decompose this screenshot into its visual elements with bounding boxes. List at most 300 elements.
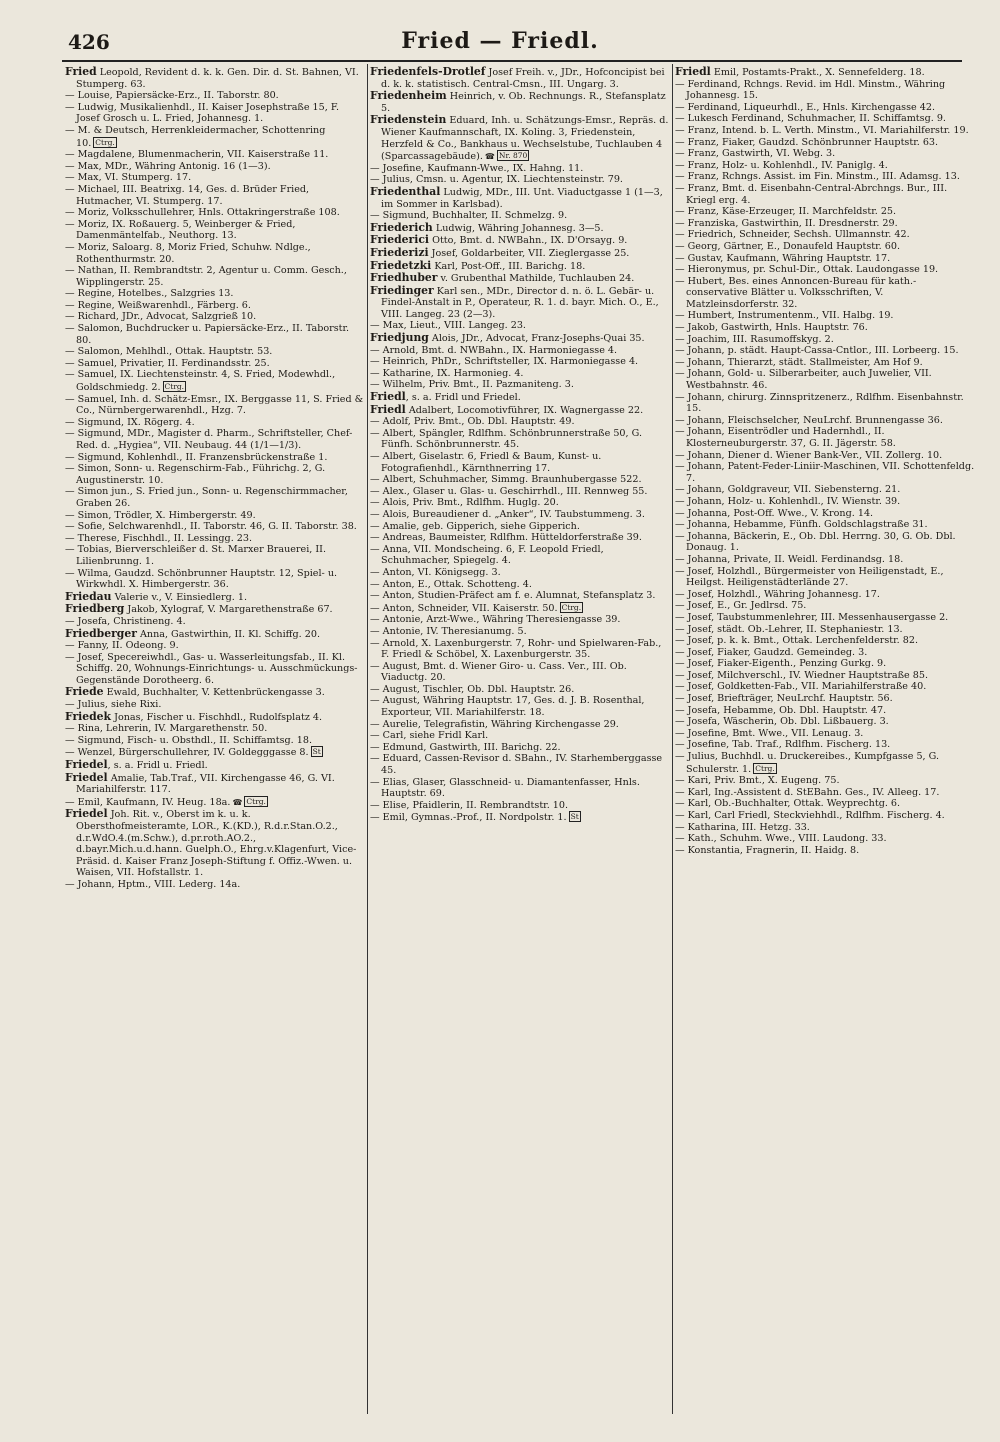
entry-text: — Kath., Schuhm. Wwe., VIII. Laudong. 33.	[675, 833, 887, 845]
entry-text: — Michael, III. Beatrixg. 14, Ges. d. Brüder Fried, Hutmacher, VI. Stumperg. 17.	[65, 183, 310, 207]
surname-heading: Friedl	[675, 66, 711, 78]
entry-text: Jonas, Fischer u. Fischhdl., Rudolfsplatz 4.	[111, 711, 323, 723]
directory-entry	[370, 66, 670, 90]
entry-text: — Max, Lieut., VIII. Langeg. 23.	[370, 320, 526, 332]
directory-entry	[370, 474, 670, 486]
entry-text: Leopold, Revident d. k. k. Gen. Dir. d. St. Bahnen, VI. Stumperg. 63.	[76, 67, 359, 90]
entry-text: Emil, Postamts-Prakt., X. Sennefelderg. 18.	[710, 67, 925, 78]
entry-text: — Moriz, Volksschullehrer, Hnls. Ottakringerstraße 108.	[65, 207, 340, 219]
entry-text: — Salomon, Buchdrucker u. Papiersäcke-Erz., II. Taborstr. 80.	[65, 323, 350, 346]
entry-text: — Katharine, IX. Harmonieg. 4.	[370, 367, 524, 379]
directory-entry	[675, 716, 975, 728]
surname-heading: Friede	[65, 685, 104, 699]
surname-heading: Friedenthal	[370, 184, 441, 198]
registry-mark: Ctrg.	[164, 382, 185, 392]
entry-text: — Alex., Glaser u. Glas- u. Geschirrhdl., III. Rennweg 55.	[370, 485, 648, 497]
entry-text: — Josefa, Hebamme, Ob. Dbl. Hauptstr. 47.	[675, 704, 887, 716]
entry-text: — Simon, Trödler, X. Himbergerstr. 49.	[65, 509, 256, 521]
entry-text: — Arnold, X. Laxenburgerstr. 7, Rohr- und Spielwaren-Fab., F. Friedl & Schöbel, X. Laxenburgerstr. 35.	[370, 637, 662, 661]
entry-text: — Josef, Briefträger, NeuLrchf. Hauptstr. 56.	[675, 693, 893, 705]
entry-text: — Salomon, Mehlhdl., Ottak. Hauptstr. 53.	[65, 346, 273, 358]
directory-entry	[65, 735, 365, 747]
directory-entry	[675, 66, 975, 79]
directory-entry	[65, 533, 365, 545]
directory-entry	[675, 461, 975, 484]
entry-text: — Franz, Bmt. d. Eisenbahn-Central-Abrchngs. Bur., III. Kriegl erg. 4.	[675, 182, 948, 206]
surname-heading: Friedl	[370, 390, 406, 404]
entry-text: — Josef, p. k. k. Bmt., Ottak. Lerchenfelderstr. 82.	[675, 635, 919, 647]
directory-entry	[675, 206, 975, 218]
column-divider	[367, 64, 368, 1414]
directory-entry	[675, 148, 975, 160]
directory-entry	[675, 102, 975, 114]
page-number: 426	[68, 30, 110, 54]
entry-text: — Johanna, Private, II. Weidl. Ferdinandsg. 18.	[675, 553, 904, 565]
directory-entry	[65, 242, 365, 265]
directory-entry	[370, 544, 670, 567]
registry-mark: Ctrg.	[561, 602, 582, 612]
directory-entry	[675, 160, 975, 172]
directory-entry	[65, 759, 365, 772]
directory-entry	[675, 450, 975, 462]
entry-text: — Lukesch Ferdinand, Schuhmacher, II. Schiffamtsg. 9.	[675, 113, 946, 125]
surname-heading: Friederici	[370, 233, 430, 247]
entry-text: — Josef, E., Gr. Jedlrsd. 75.	[675, 600, 807, 612]
entry-text: — Franz, Gastwirth, VI. Webg. 3.	[675, 148, 836, 160]
directory-entry	[675, 241, 975, 253]
directory-entry	[675, 345, 975, 357]
directory-entry	[65, 311, 365, 323]
page-header	[0, 22, 1000, 62]
entry-text: — Anton, E., Ottak. Schotteng. 4.	[370, 578, 532, 590]
surname-heading: Friedek	[65, 709, 112, 723]
entry-text: — Franz, Holz- u. Kohlenhdl., IV. Paniglg. 4.	[675, 159, 888, 171]
directory-entry	[675, 775, 975, 787]
entry-text: — Aurelie, Telegrafistin, Währing Kirchengasse 29.	[370, 718, 619, 730]
entry-text: — Kari, Priv. Bmt., X. Eugeng. 75.	[675, 775, 840, 787]
surname-heading: Fried	[65, 66, 97, 78]
entry-text: — Ferdinand, Liqueurhdl., E., Hnls. Kirchengasse 42.	[675, 101, 936, 113]
directory-entry	[675, 798, 975, 810]
entry-text: — Johann, Hptm., VIII. Lederg. 14a.	[65, 878, 241, 890]
entry-text: Adalbert, Locomotivführer, IX. Wagnergasse 22.	[405, 404, 644, 416]
entry-text: — Karl, Carl Friedl, Steckviehhdl., Rdlfhm. Fischerg. 4.	[675, 810, 945, 821]
directory-entry	[675, 810, 975, 822]
directory-entry	[675, 681, 975, 693]
entry-text: — Nathan, II. Rembrandtstr. 2, Agentur u. Comm. Gesch., Wipplingerstr. 25.	[65, 265, 347, 288]
entry-text: — Gustav, Kaufmann, Währing Hauptstr. 17.	[675, 252, 891, 264]
directory-entry	[370, 695, 670, 718]
directory-entry	[65, 346, 365, 358]
surname-heading: Friedetzki	[370, 258, 432, 272]
surname-heading: Friedberger	[65, 626, 137, 640]
entry-text: — Konstantia, Fragnerin, II. Haidg. 8.	[675, 844, 860, 856]
directory-entry	[65, 879, 365, 891]
entry-text: — Louise, Papiersäcke-Erz., II. Taborstr. 80.	[65, 90, 279, 102]
entry-text: , s. a. Fridl u. Friedl.	[107, 760, 208, 772]
entry-text: — Johann, Gold- u. Silberarbeiter, auch Juwelier, VII. Westbahnstr. 46.	[675, 368, 932, 392]
directory-entry	[675, 229, 975, 241]
entry-text: — Moriz, IX. Roßauerg. 5, Weinberger & Fried, Damenmäntelfab., Neuthorg. 13.	[65, 218, 296, 242]
directory-entry	[675, 531, 975, 554]
entry-text: — Josef, Fiaker-Eigenth., Penzing Gurkg. 9.	[675, 658, 887, 670]
entry-text: — Rina, Lehrerin, IV. Margarethenstr. 50.	[65, 723, 268, 735]
entry-text: — Josefine, Bmt. Wwe., VII. Lenaug. 3.	[675, 727, 864, 739]
directory-entry	[65, 628, 365, 641]
entry-text: — Johann, Thierarzt, städt. Stallmeister, Am Hof 9.	[675, 356, 923, 368]
directory-entry	[65, 172, 365, 184]
directory-entry	[65, 746, 365, 759]
entry-text: Anna, Gastwirthin, II. Kl. Schiffg. 20.	[136, 628, 320, 640]
entry-text: — Johanna, Bäckerin, E., Ob. Dbl. Herrng. 30, G. Ob. Dbl. Donaug. 1.	[675, 530, 956, 554]
entry-text: — Julius, siehe Rixi.	[65, 699, 162, 711]
entry-text: — Wenzel, Bürgerschullehrer, IV. Goldegggasse 8.	[65, 747, 309, 759]
entry-text: Valerie v., V. Einsiedlerg. 1.	[111, 591, 248, 603]
directory-entry	[675, 253, 975, 265]
entry-text: — Emil, Kaufmann, IV. Heug. 18a. ☎	[65, 797, 242, 808]
entry-text: — Sigmund, IX. Rögerg. 4.	[65, 416, 195, 428]
directory-entry	[370, 486, 670, 498]
entry-text: — Elias, Glaser, Glasschneid- u. Diamantenfasser, Hnls. Hauptstr. 69.	[370, 776, 640, 800]
entry-text: — Max, MDr., Währing Antonig. 16 (1—3).	[65, 160, 271, 172]
directory-entry	[675, 218, 975, 230]
directory-entry	[675, 635, 975, 647]
entry-text: — Simon, Sonn- u. Regenschirm-Fab., Führichg. 2, G. Augustinerstr. 10.	[65, 463, 326, 486]
entry-text: — Josefine, Tab. Traf., Rdlfhm. Fischerg. 13.	[675, 739, 891, 751]
entry-text: — Johann, p. städt. Haupt-Cassa-Cntlor., III. Lorbeerg. 15.	[675, 345, 959, 357]
surname-heading: Friedenfels-Drotlef	[370, 66, 486, 78]
directory-entry	[675, 554, 975, 566]
surname-heading: Friedel	[65, 807, 108, 821]
entry-text: — Johann, Holz- u. Kohlenhdl., IV. Wienstr. 39.	[675, 495, 901, 507]
directory-entry	[370, 811, 670, 824]
entry-text: — Johanna, Hebamme, Fünfh. Goldschlagstraße 31.	[675, 519, 928, 531]
entry-text: v. Grubenthal Mathilde, Tuchlauben 24.	[437, 273, 635, 285]
entry-text: Ewald, Buchhalter, V. Kettenbrückengasse 3.	[103, 687, 325, 699]
directory-entry	[370, 356, 670, 368]
entry-text: — Fanny, II. Odeong. 9.	[65, 640, 179, 652]
header-rule	[62, 60, 962, 62]
entry-text: — Friedrich, Schneider, Sechsh. Ullmannstr. 42.	[675, 229, 910, 241]
entry-text: — Franz, Rchngs. Assist. im Fin. Minstm., III. Adamsg. 13.	[675, 171, 960, 183]
directory-entry	[65, 808, 365, 879]
entry-text: — Humbert, Instrumentenm., VII. Halbg. 19.	[675, 310, 894, 322]
entry-text: — Josefine, Kaufmann-Wwe., IX. Hahng. 11.	[370, 162, 584, 174]
directory-entry	[370, 509, 670, 521]
entry-text: — Anton, Studien-Präfect am f. e. Alumnat, Stefansplatz 3.	[370, 590, 656, 602]
entry-text: — Hieronymus, pr. Schul-Dir., Ottak. Laudongasse 19.	[675, 264, 939, 276]
entry-text: Karl, Post-Off., III. Barichg. 18.	[431, 260, 586, 272]
entry-text: — Julius, Buchhdl. u. Druckereibes., Kumpfgasse 5, G. Schulerstr. 1.	[675, 751, 940, 775]
entry-text: — Ferdinand, Rchngs. Revid. im Hdl. Minstm., Währing Johannesg. 15.	[675, 78, 946, 102]
entry-text: — August, Bmt. d. Wiener Giro- u. Cass. Ver., III. Ob. Viaductg. 20.	[370, 660, 627, 684]
directory-entry	[675, 612, 975, 624]
directory-entry	[675, 496, 975, 508]
directory-entry	[65, 323, 365, 346]
entry-text: — Josef, Specereiwhdl., Gas- u. Wasserleitungsfab., II. Kl. Schiffg. 20, Wohnungs-Einrichtungs- u. Ausschmückungs-Gegenstände Dorotheerg. 6.	[65, 651, 358, 686]
directory-entry	[65, 723, 365, 735]
entry-text: — Julius, Cmsn. u. Agentur, IX. Liechtensteinstr. 79.	[370, 174, 623, 186]
directory-entry	[65, 149, 365, 161]
entry-text: — Sigmund, MDr., Magister d. Pharm., Schriftsteller, Chef-Red. d. „Hygiea“, VII. Neubaug. 44 (1/1—1/3).	[65, 428, 353, 451]
directory-column-3	[675, 66, 975, 1411]
directory-entry	[675, 276, 975, 311]
directory-entry	[370, 391, 670, 404]
directory-entry	[675, 310, 975, 322]
entry-text: Josef Freih. v., JDr., Hofconcipist bei d. k. k. statistisch. Central-Cmsn., III. Ungarg. 3.	[381, 67, 665, 90]
entry-text: — Josef, Holzhdl., Währing Johannesg. 17.	[675, 588, 880, 600]
surname-heading: Friederizi	[370, 245, 429, 259]
entry-text: — August, Tischler, Ob. Dbl. Hauptstr. 26.	[370, 683, 575, 695]
directory-entry	[65, 711, 365, 724]
directory-column-1	[65, 66, 365, 1411]
entry-text: — Johanna, Post-Off. Wwe., V. Krong. 14.	[675, 507, 874, 519]
entry-text: — Johann, chirurg. Zinnspritzenerz., Rdlfhm. Eisenbahnstr. 15.	[675, 391, 964, 415]
directory-entry	[675, 125, 975, 137]
directory-entry	[370, 521, 670, 533]
directory-entry	[65, 603, 365, 616]
surname-heading: Friedl	[370, 402, 406, 416]
directory-entry	[370, 800, 670, 812]
directory-entry	[370, 497, 670, 509]
entry-text: — Tobias, Bierverschleißer d. St. Marxer Brauerei, II. Lilienbrunng. 1.	[65, 544, 326, 567]
entry-text: — Wilhelm, Priv. Bmt., II. Pazmaniteng. 3.	[370, 379, 574, 391]
directory-entry	[65, 102, 365, 125]
entry-text: — Sigmund, Fisch- u. Obsthdl., II. Schiffamtsg. 18.	[65, 734, 312, 746]
directory-entry	[65, 358, 365, 370]
entry-text: — Samuel, Inh. d. Schätz-Emsr., IX. Berggasse 11, S. Fried & Co., Nürnbergerwarenhdl., Hzg. 7.	[65, 393, 364, 417]
entry-text: — Jakob, Gastwirth, Hnls. Hauptstr. 76.	[675, 322, 868, 334]
entry-text: — Sigmund, Buchhalter, II. Schmelzg. 9.	[370, 210, 568, 222]
entry-text: Ludwig, Währing Johannesg. 3—5.	[432, 222, 604, 234]
directory-entry	[370, 404, 670, 417]
directory-entry	[675, 334, 975, 346]
entry-text: — Georg, Gärtner, E., Donaufeld Hauptstr. 60.	[675, 240, 901, 252]
entry-text: — Simon jun., S. Fried jun., Sonn- u. Regenschirmmacher, Graben 26.	[65, 486, 348, 509]
entry-text: — Josefa, Wäscherin, Ob. Dbl. Lißbauerg. 3.	[675, 716, 889, 728]
directory-entry	[65, 66, 365, 90]
entry-text: — Johann, Eisentrödler und Hadernhdl., II. Klosterneuburgerstr. 37, G. II. Jägerstr. 58.	[675, 426, 896, 449]
directory-entry	[65, 394, 365, 417]
entry-text: — Alois, Priv. Bmt., Rdlfhm. Huglg. 20.	[370, 497, 559, 509]
registry-mark: Ctrg.	[246, 796, 266, 806]
entry-text: — Josef, Holzhdl., Bürgermeister von Heiligenstadt, E., Heilgst. Heiligenstädterlände 27.	[675, 565, 944, 589]
directory-entry	[675, 822, 975, 834]
running-title: Fried — Friedl.	[401, 28, 599, 54]
directory-entry	[675, 647, 975, 659]
directory-entry	[675, 833, 975, 845]
directory-entry	[675, 624, 975, 636]
entry-text: Amalie, Tab.Traf., VII. Kirchengasse 46, G. VI. Mariahilferstr. 117.	[76, 772, 335, 796]
directory-entry	[65, 652, 365, 687]
entry-text: Heinrich, v. Ob. Rechnungs. R., Stefansplatz 5.	[381, 91, 666, 114]
directory-entry	[675, 137, 975, 149]
surname-heading: Friedjung	[370, 331, 429, 345]
directory-entry	[675, 670, 975, 682]
entry-text: — Antonie, Arzt-Wwe., Währing Theresiengasse 39.	[370, 614, 621, 626]
directory-entry	[675, 600, 975, 612]
directory-entry	[65, 184, 365, 207]
directory-entry	[675, 171, 975, 183]
entry-text: — Josefa, Christineng. 4.	[65, 615, 186, 627]
directory-entry	[370, 345, 670, 357]
directory-entry	[675, 322, 975, 334]
entry-text: — Karl, Ing.-Assistent d. StEBahn. Ges., IV. Alleeg. 17.	[675, 786, 940, 798]
directory-entry	[65, 207, 365, 219]
surname-heading: Friedel	[65, 770, 108, 784]
entry-text: — Joachim, III. Rasumoffskyg. 2.	[675, 333, 834, 345]
directory-entry	[370, 730, 670, 742]
entry-text: — Johann, Patent-Feder-Liniir-Maschinen, VII. Schottenfeldg. 7.	[675, 461, 975, 484]
directory-entry	[370, 684, 670, 696]
entry-text: — Anna, VII. Mondscheing. 6, F. Leopold Friedl, Schuhmacher, Spiegelg. 4.	[370, 543, 604, 567]
directory-entry	[370, 90, 670, 114]
entry-text: — August, Währing Hauptstr. 17, Ges. d. J. B. Rosenthal, Exporteur, VII. Mariahilferstr. 18.	[370, 695, 645, 719]
directory-entry	[370, 114, 670, 162]
surname-heading: Friedel	[65, 758, 108, 772]
entry-text: — M. & Deutsch, Herrenkleidermacher, Schottenring 10.	[65, 124, 326, 149]
directory-entry	[65, 796, 365, 809]
entry-text: — Josef, Taubstummenlehrer, III. Messenhausergasse 2.	[675, 611, 949, 623]
directory-entry	[675, 728, 975, 740]
directory-entry	[675, 357, 975, 369]
entry-text: — Eduard, Cassen-Revisor d. SBahn., IV. Starhemberggasse 45.	[370, 753, 663, 777]
directory-entry	[65, 486, 365, 509]
directory-entry	[370, 602, 670, 615]
entry-text: — Adolf, Priv. Bmt., Ob. Dbl. Hauptstr. 49.	[370, 416, 575, 428]
directory-entry	[675, 113, 975, 125]
directory-entry	[675, 739, 975, 751]
entry-text: Otto, Bmt. d. NWBahn., IX. D'Orsayg. 9.	[429, 235, 628, 247]
directory-entry	[370, 777, 670, 800]
entry-text: — Johann, Goldgraveur, VII. Siebensterng. 21.	[675, 484, 901, 496]
directory-entry	[675, 658, 975, 670]
directory-entry	[370, 428, 670, 451]
directory-entry	[65, 521, 365, 533]
directory-entry	[65, 428, 365, 451]
surname-heading: Friedberg	[65, 602, 125, 616]
entry-text: Alois, JDr., Advocat, Franz-Josephs-Quai 35.	[428, 333, 645, 345]
directory-entry	[675, 508, 975, 520]
entry-text: — Antonie, IV. Theresianumg. 5.	[370, 625, 527, 637]
directory-entry	[370, 186, 670, 210]
entry-text: — Edmund, Gastwirth, III. Barichg. 22.	[370, 741, 561, 753]
entry-text: — Katharina, III. Hetzg. 33.	[675, 821, 810, 833]
directory-entry	[675, 705, 975, 717]
directory-entry	[65, 161, 365, 173]
entry-text: — Alois, Bureaudiener d. „Anker“, IV. Taubstummeng. 3.	[370, 508, 645, 520]
directory-entry	[370, 163, 670, 175]
directory-entry	[65, 452, 365, 464]
directory-entry	[675, 566, 975, 589]
directory-entry	[65, 463, 365, 486]
directory-entry	[65, 300, 365, 312]
surname-heading: Friedhuber	[370, 271, 438, 285]
registry-mark: Nr. 870	[498, 151, 528, 161]
entry-text: — Franziska, Gastwirthin, II. Dresdnerstr. 29.	[675, 217, 898, 229]
entry-text: — Josef, Milchverschl., IV. Wiedner Hauptstraße 85.	[675, 669, 929, 681]
registry-mark: St	[570, 812, 579, 822]
entry-text: — Arnold, Bmt. d. NWBahn., IX. Harmoniegasse 4.	[370, 344, 618, 356]
directory-entry	[65, 568, 365, 591]
directory-entry	[65, 417, 365, 429]
entry-text: Jakob, Xylograf, V. Margarethenstraße 67.	[124, 604, 333, 616]
registry-mark: St	[312, 747, 321, 757]
column-divider	[672, 64, 673, 1414]
entry-text: — Samuel, IX. Liechtensteinstr. 4, S. Fried, Modewhdl., Goldschmiedg. 2.	[65, 369, 336, 394]
directory-column-2	[370, 66, 670, 1411]
entry-text: — Sofie, Selchwarenhdl., II. Taborstr. 46, G. II. Taborstr. 38.	[65, 521, 357, 533]
entry-text: — Regine, Weißwarenhdl., Färberg. 6.	[65, 299, 251, 311]
directory-entry	[370, 638, 670, 661]
entry-text: — Richard, JDr., Advocat, Salzgrieß 10.	[65, 311, 257, 323]
surname-heading: Friedenstein	[370, 113, 447, 127]
entry-text: — Albert, Schuhmacher, Simmg. Braunhubergasse 522.	[370, 474, 642, 486]
directory-entry	[370, 532, 670, 544]
entry-text: — Heinrich, PhDr., Schriftsteller, IX. Harmoniegasse 4.	[370, 356, 639, 368]
directory-entry	[370, 368, 670, 380]
directory-entry	[675, 415, 975, 427]
directory-entry	[370, 379, 670, 391]
directory-entry	[65, 686, 365, 699]
entry-text: — Amalie, geb. Gipperich, siehe Gipperich.	[370, 520, 580, 532]
entry-text: — Franz, Fiaker, Gaudzd. Schönbrunner Hauptstr. 63.	[675, 136, 939, 148]
directory-entry	[65, 640, 365, 652]
directory-entry	[65, 288, 365, 300]
directory-entry	[675, 787, 975, 799]
directory-entry	[370, 332, 670, 345]
entry-text: — Moriz, Saloarg. 8, Moriz Fried, Schuhw. Ndlge., Rothenthurmstr. 20.	[65, 241, 311, 265]
directory-entry	[675, 693, 975, 705]
registry-mark: Ctrg.	[755, 763, 775, 773]
entry-text: — Regine, Hotelbes., Salzgries 13.	[65, 288, 234, 300]
directory-entry	[65, 369, 365, 393]
entry-text: — Sigmund, Kohlenhdl., II. Franzensbrückenstraße 1.	[65, 451, 328, 463]
surname-heading: Friederich	[370, 220, 433, 234]
surname-heading: Friedenheim	[370, 89, 447, 103]
entry-text: , s. a. Fridl und Friedel.	[405, 392, 521, 404]
directory-entry	[675, 79, 975, 102]
entry-text: — Josef, Fiaker, Gaudzd. Gemeindeg. 3.	[675, 646, 868, 658]
entry-text: — Elise, Pfaidlerin, II. Rembrandtstr. 10.	[370, 799, 569, 811]
entry-text: — Anton, VI. Königsegg. 3.	[370, 566, 501, 578]
entry-text: — Emil, Gymnas.-Prof., II. Nordpolstr. 1.	[370, 812, 567, 824]
directory-entry	[65, 544, 365, 567]
entry-text: — Josef, städt. Ob.-Lehrer, II. Stephaniestr. 13.	[675, 623, 903, 635]
entry-text: — Johann, Diener d. Wiener Bank-Ver., VII. Zollerg. 10.	[675, 449, 943, 461]
directory-entry	[675, 426, 975, 449]
entry-text: — Anton, Schneider, VII. Kaiserstr. 50.	[370, 602, 558, 614]
entry-text: — Wilma, Gaudzd. Schönbrunner Hauptstr. 12, Spiel- u. Wirkwhdl. X. Himbergerstr. 36.	[65, 567, 338, 591]
entry-text: Eduard, Inh. u. Schätzungs-Emsr., Repräs. d. Wiener Kaufmannschaft, IX. Koling. 3, Friedenstein, Herzfeld & Co., Bankhaus u. Wechselstube, Tuchlauben 4 (Sparcassagebäude). ☎	[381, 115, 668, 162]
entry-text: — Carl, siehe Fridl Karl.	[370, 730, 489, 742]
entry-text: — Magdalene, Blumenmacherin, VII. Kaiserstraße 11.	[65, 149, 329, 161]
entry-text: — Josef, Goldketten-Fab., VII. Mariahilferstraße 40.	[675, 681, 927, 693]
directory-entry	[675, 183, 975, 206]
entry-text: Ludwig, MDr., III. Unt. Viaductgasse 1 (1—3, im Sommer in Karlsbad).	[381, 186, 663, 210]
directory-entry	[675, 589, 975, 601]
entry-text: — Franz, Käse-Erzeuger, II. Marchfeldstr. 25.	[675, 206, 897, 218]
directory-entry	[675, 368, 975, 391]
directory-entry	[65, 510, 365, 522]
directory-entry	[370, 614, 670, 626]
directory-entry	[370, 626, 670, 638]
directory-entry	[370, 416, 670, 428]
directory-entry	[370, 590, 670, 602]
entry-text: — Johann, Fleischselcher, NeuLrchf. Brunnengasse 36.	[675, 414, 943, 426]
entry-text: — Karl, Ob.-Buchhalter, Ottak. Weyprechtg. 6.	[675, 798, 901, 810]
directory-entry	[370, 579, 670, 591]
